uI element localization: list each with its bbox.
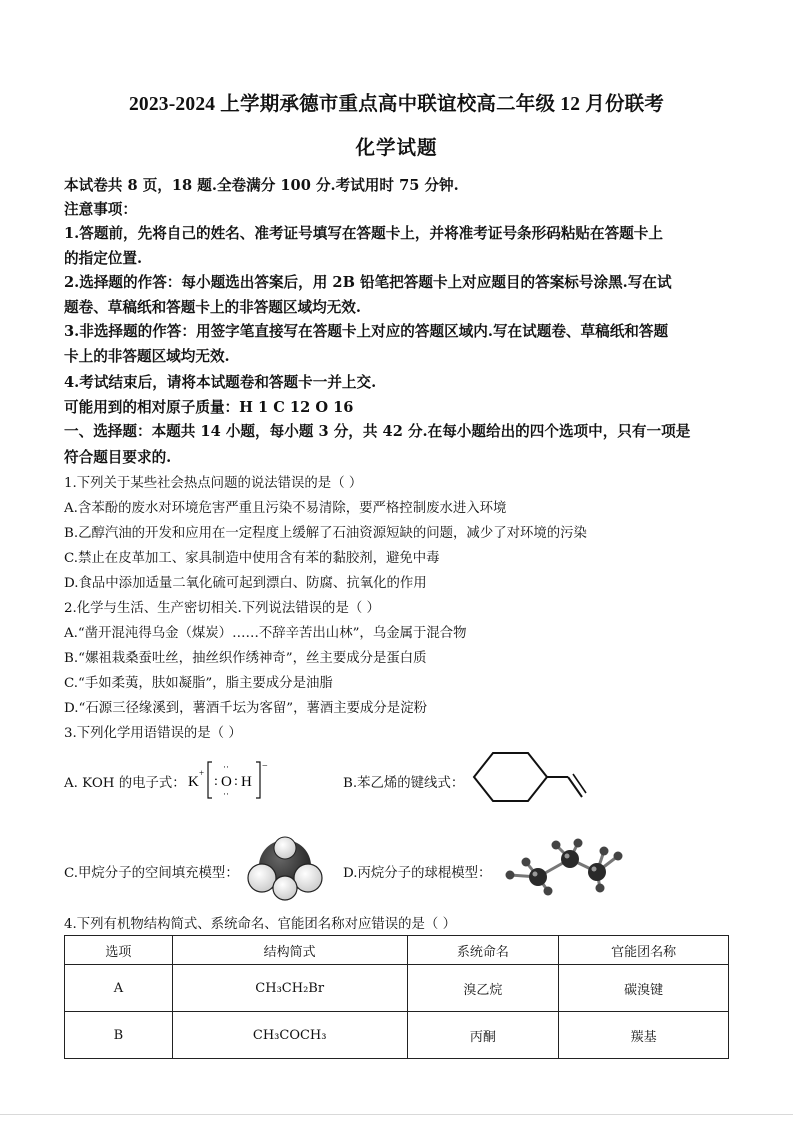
notice-line-4: 题卷、草稿纸和答题卡上的非答题区域均无效. <box>64 299 361 316</box>
row-b-group: 羰基 <box>559 1012 729 1059</box>
formula-o: O <box>221 774 232 790</box>
notice-line-7: 4.考试结束后，请将本试题卷和答题卡一并上交. <box>64 374 377 391</box>
formula-lone-pair-top: ·· <box>223 762 229 772</box>
propane-h4 <box>552 841 561 850</box>
q3-option-a: A. KOH 的电子式： <box>64 776 186 791</box>
row-a-group: 碳溴键 <box>559 965 729 1012</box>
exam-summary: 本试卷共 8 页，18 题.全卷满分 100 分.考试用时 75 分钟. <box>64 177 459 194</box>
notice-line-5: 3.非选择题的作答：用签字笔直接写在答题卡上对应的答题区域内.写在试题卷、草稿纸和答题 <box>64 323 669 340</box>
propane-c3 <box>588 863 606 881</box>
q3-stem: 3.下列化学用语错误的是（ ） <box>64 726 242 741</box>
formula-anion-charge: − <box>262 761 268 772</box>
propane-h6 <box>600 847 609 856</box>
notice-line-2: 的指定位置. <box>64 250 143 267</box>
row-b-option: B <box>65 1012 173 1059</box>
propane-h3 <box>544 887 553 896</box>
table-row <box>65 1012 729 1059</box>
propane-h5 <box>574 839 583 848</box>
table-header-row <box>65 936 729 965</box>
hydrogen-atom-front <box>273 876 297 900</box>
q3-option-d: D.丙烷分子的球棍模型： <box>343 866 492 881</box>
notice-line-6: 卡上的非答题区域均无效. <box>64 348 230 365</box>
exam-title: 2023-2024 上学期承德市重点高中联谊校高二年级 12 月份联考 <box>128 94 665 115</box>
styrene-skeletal-formula <box>468 748 592 806</box>
koh-electron-formula <box>186 758 272 802</box>
formula-lone-pair-bottom: ·· <box>223 789 229 799</box>
atomic-masses: 可能用到的相对原子质量：H 1 C 12 O 16 <box>64 399 354 416</box>
formula-k: K <box>188 774 199 790</box>
q1-stem: 1.下列关于某些社会热点问题的说法错误的是（ ） <box>64 476 363 491</box>
right-bracket <box>256 762 260 798</box>
vinyl-bond-double-2 <box>573 774 586 793</box>
hydrogen-atom-left <box>248 864 276 892</box>
q3-option-b: B.苯乙烯的键线式： <box>343 776 465 791</box>
propane-h2 <box>522 858 531 867</box>
cyclohexane-ring <box>474 753 547 801</box>
formula-h: H <box>241 774 252 790</box>
propane-c1 <box>529 868 547 886</box>
row-a-name: 溴乙烷 <box>407 965 559 1012</box>
q2-option-b: B.“嫘祖栽桑蚕吐丝，抽丝织作绣神奇”，丝主要成分是蛋白质 <box>64 651 427 666</box>
formula-colon: : <box>214 774 218 789</box>
propane-c2 <box>561 850 579 868</box>
q2-option-a: A.“凿开混沌得乌金（煤炭）……不辞辛苦出山林”，乌金属于混合物 <box>64 626 467 641</box>
row-a-option: A <box>65 965 173 1012</box>
header-systematic-name: 系统命名 <box>407 936 559 965</box>
formula-colon-2: : <box>234 774 238 789</box>
hydrogen-atom-top <box>274 837 296 859</box>
row-b-structure: CH₃COCH₃ <box>172 1012 407 1059</box>
q1-option-c: C.禁止在皮革加工、家具制造中使用含有苯的黏胶剂，避免中毒 <box>64 551 440 566</box>
notice-line-3: 2.选择题的作答：每小题选出答案后，用 2B 铅笔把答题卡上对应题目的答案标号涂黑.写在试 <box>64 274 672 291</box>
page-bottom-divider <box>0 1114 793 1115</box>
header-structure: 结构简式 <box>172 936 407 965</box>
row-b-name: 丙酮 <box>407 1012 559 1059</box>
q2-option-c: C.“手如柔荑，肤如凝脂”，脂主要成分是油脂 <box>64 676 333 691</box>
propane-ball-stick-model <box>496 832 632 900</box>
q4-table <box>64 935 729 1059</box>
q2-option-d: D.“石源三径缘溪到，薯酒千坛为客留”，薯酒主要成分是淀粉 <box>64 701 427 716</box>
section-heading-line-1: 一、选择题：本题共 14 小题，每小题 3 分，共 42 分.在每小题给出的四个选项中，只有一项是 <box>64 423 691 440</box>
header-option: 选项 <box>65 936 173 965</box>
propane-h8 <box>596 884 605 893</box>
propane-h7 <box>614 852 623 861</box>
q4-stem: 4.下列有机物结构简式、系统命名、官能团名称对应错误的是（ ） <box>64 917 456 932</box>
methane-space-filling-model <box>244 833 326 903</box>
formula-k-charge: + <box>199 768 205 778</box>
propane-h1 <box>506 871 515 880</box>
notice-line-1: 1.答题前，先将自己的姓名、准考证号填写在答题卡上，并将准考证号条形码粘贴在答题卡上 <box>64 225 663 242</box>
table-row <box>65 965 729 1012</box>
q2-stem: 2.化学与生活、生产密切相关.下列说法错误的是（ ） <box>64 601 380 616</box>
q3-option-c: C.甲烷分子的空间填充模型： <box>64 866 239 881</box>
q1-option-a: A.含苯酚的废水对环境危害严重且污染不易清除，要严格控制废水进入环境 <box>64 501 507 516</box>
q1-option-d: D.食品中添加适量二氧化硫可起到漂白、防腐、抗氧化的作用 <box>64 576 427 591</box>
notice-heading: 注意事项： <box>64 201 137 218</box>
exam-subtitle: 化学试题 <box>355 138 438 159</box>
vinyl-bond-double-1 <box>568 777 582 797</box>
hydrogen-atom-right <box>294 864 322 892</box>
header-functional-group: 官能团名称 <box>559 936 729 965</box>
section-heading-line-2: 符合题目要求的. <box>64 449 172 466</box>
q1-option-b: B.乙醇汽油的开发和应用在一定程度上缓解了石油资源短缺的问题，减少了对环境的污染 <box>64 526 587 541</box>
row-a-structure: CH₃CH₂Br <box>172 965 407 1012</box>
left-bracket <box>208 762 212 798</box>
